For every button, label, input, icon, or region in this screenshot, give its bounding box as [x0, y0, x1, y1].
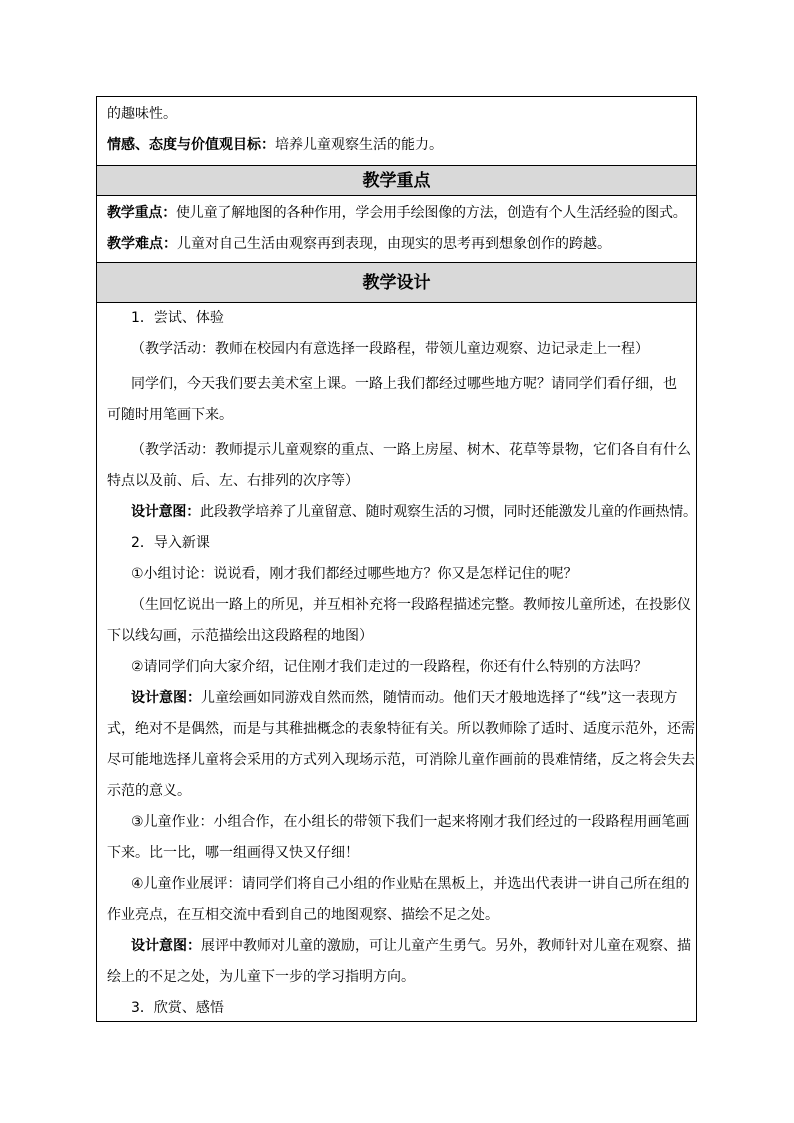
design-title: 教学设计 — [362, 273, 431, 293]
step-2-intent-2-line-1 — [107, 931, 691, 962]
step-1-design-intent — [107, 497, 697, 528]
difficulty-text: 儿童对自己生活由观察再到表现，由现实的思考再到想象创作的跨越。 — [177, 236, 611, 252]
emotion-objective — [107, 130, 686, 161]
key-points-title: 教学重点 — [362, 171, 431, 191]
emotion-text: 培养儿童观察生活的能力。 — [275, 137, 443, 153]
step-2-intent-line-2: 式，绝对不是偶然，而是与其稚拙概念的表象特征有关。所以教师除了适时、适度示范外，还需 — [107, 721, 695, 737]
step-2-homework-line-2: 下来。比一比，哪一组画得又快又仔细！ — [107, 845, 359, 861]
step-2-question-1: ①小组讨论：说说看，刚才我们都经过哪些地方？你又是怎样记住的呢？ — [131, 566, 578, 582]
step-2-title: 2．导入新课 — [131, 535, 210, 551]
objectives-continuation: 的趣味性。 — [107, 106, 177, 122]
design-header — [97, 263, 696, 303]
teaching-focus — [107, 198, 686, 229]
step-2-intent-2-text: 展评中教师对儿童的激励，可让儿童产生勇气。另外，教师针对儿童在观察、描 — [201, 938, 691, 954]
step-1-intent-text: 此段教学培养了儿童留意、随时观察生活的习惯，同时还能激发儿童的作画热情。 — [200, 504, 697, 520]
step-1-title: 1．尝试、体验 — [131, 310, 224, 326]
step-2-intent-2-line-2: 绘上的不足之处，为儿童下一步的学习指明方向。 — [107, 969, 415, 985]
step-1-activity-2-line-1: （教学活动：教师提示儿童观察的重点、一路上房屋、树木、花草等景物，它们各自有什么 — [131, 442, 691, 458]
step-2-showcase-line-1: ④儿童作业展评：请同学们将自己小组的作业贴在黑板上，并选出代表讲一讲自己所在组的 — [131, 876, 690, 892]
step-2-intent-label: 设计意图： — [131, 690, 201, 706]
focus-label: 教学重点： — [107, 205, 176, 221]
step-2-note-line-2: 下以线勾画，示范描绘出这段路程的地图） — [107, 628, 373, 644]
objectives-cell — [97, 97, 696, 166]
key-points-header — [97, 166, 696, 196]
teaching-difficulty — [107, 229, 686, 260]
step-2-intent-2-label: 设计意图： — [131, 938, 201, 954]
step-2-showcase-line-2: 作业亮点，在互相交流中看到自己的地图观察、描绘不足之处。 — [107, 907, 499, 923]
step-1-talk-line-1: 同学们，今天我们要去美术室上课。一路上我们都经过哪些地方呢？请同学们看仔细，也 — [131, 376, 677, 392]
step-2-note-line-1: （生回忆说出一路上的所见，并互相补充将一段路程描述完整。教师按儿童所述，在投影仪 — [131, 597, 691, 613]
step-2-intent-line-3: 尽可能地选择儿童将会采用的方式列入现场示范，可消除儿童作画前的畏难情绪，反之将会失去 — [107, 752, 695, 768]
step-2-intent-text: 儿童绘画如同游戏自然而然，随情而动。他们天才般地选择了“线”这一表现方 — [201, 690, 678, 706]
step-3-title: 3．欣赏、感悟 — [131, 1000, 224, 1016]
step-1-intent-label: 设计意图： — [131, 504, 200, 520]
focus-text: 使儿童了解地图的各种作用，学会用手绘图像的方法，创造有个人生活经验的图式。 — [176, 205, 687, 221]
lesson-plan-table — [96, 96, 697, 1022]
key-points-cell — [97, 196, 696, 263]
difficulty-label: 教学难点： — [107, 236, 177, 252]
step-2-intent-line-4: 示范的意义。 — [107, 783, 191, 799]
emotion-label: 情感、态度与价值观目标： — [107, 137, 275, 153]
step-2-homework-line-1: ③儿童作业：小组合作，在小组长的带领下我们一起来将刚才我们经过的一段路程用画笔画 — [131, 814, 690, 830]
design-cell — [97, 303, 696, 1021]
step-2-question-2: ②请同学们向大家介绍，记住刚才我们走过的一段路程，你还有什么特别的方法吗？ — [131, 659, 648, 675]
step-1-talk-line-2: 可随时用笔画下来。 — [107, 407, 233, 423]
step-1-activity-1: （教学活动：教师在校园内有意选择一段路程，带领儿童边观察、边记录走上一程） — [131, 341, 649, 357]
step-2-intent-line-1 — [107, 683, 686, 714]
step-1-activity-2-line-2: 特点以及前、后、左、右排列的次序等） — [107, 473, 359, 489]
